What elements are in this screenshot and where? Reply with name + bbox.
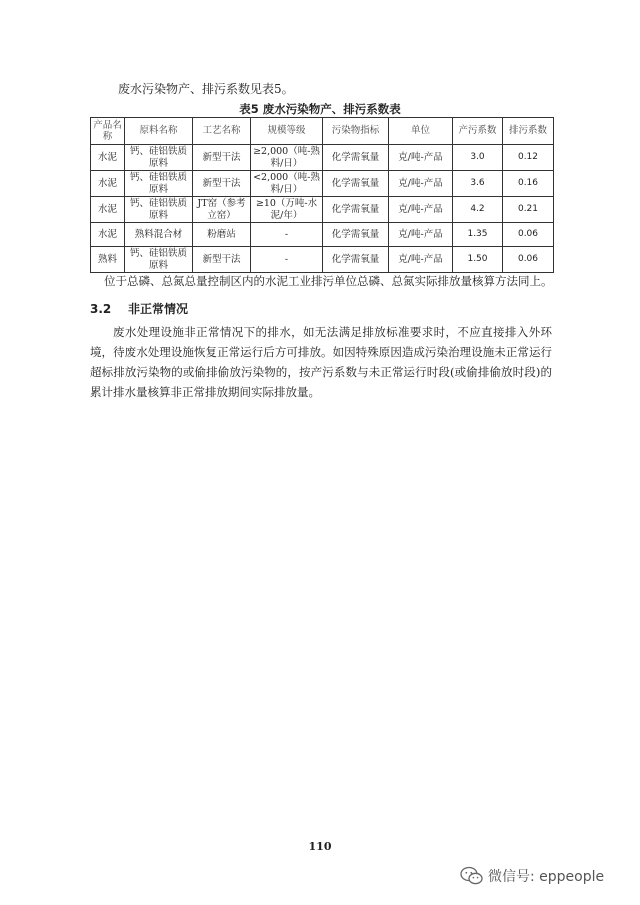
cell-material: 钙、硅铝铁质原料 <box>125 247 193 273</box>
header-product: 产品名称 <box>91 118 125 145</box>
cell-emission-coefficient: 0.21 <box>503 197 554 223</box>
emission-coefficient-table <box>90 117 554 273</box>
cell-generation-coefficient: 1.50 <box>453 247 503 273</box>
intro-text: 废水污染物产、排污系数见表5。 <box>118 82 294 96</box>
cell-product: 水泥 <box>91 223 125 247</box>
table-header-row <box>91 118 554 145</box>
header-process: 工艺名称 <box>193 118 251 145</box>
cell-product: 熟料 <box>91 247 125 273</box>
cell-unit: 克/吨-产品 <box>389 171 453 197</box>
header-scale: 规模等级 <box>251 118 323 145</box>
table-row <box>91 247 554 273</box>
cell-process: 新型干法 <box>193 171 251 197</box>
cell-pollutant: 化学需氧量 <box>323 145 389 171</box>
table-row <box>91 223 554 247</box>
cell-scale: - <box>251 223 323 247</box>
header-emission-coefficient: 排污系数 <box>503 118 554 145</box>
cell-product: 水泥 <box>91 145 125 171</box>
cell-emission-coefficient: 0.06 <box>503 223 554 247</box>
section-number: 3.2 <box>90 302 112 316</box>
cell-material: 钙、硅铝铁质原料 <box>125 171 193 197</box>
cell-process: 粉磨站 <box>193 223 251 247</box>
cell-unit: 克/吨-产品 <box>389 247 453 273</box>
cell-generation-coefficient: 1.35 <box>453 223 503 247</box>
cell-emission-coefficient: 0.16 <box>503 171 554 197</box>
table-row <box>91 145 554 171</box>
cell-unit: 克/吨-产品 <box>389 223 453 247</box>
cell-material: 熟料混合材 <box>125 223 193 247</box>
cell-product: 水泥 <box>91 171 125 197</box>
cell-process: JT窑（参考立窑） <box>193 197 251 223</box>
wechat-watermark <box>460 866 604 886</box>
cell-material: 钙、硅铝铁质原料 <box>125 197 193 223</box>
section-heading <box>90 300 188 317</box>
cell-pollutant: 化学需氧量 <box>323 171 389 197</box>
watermark-text: 微信号: eppeople <box>488 869 605 885</box>
header-material: 原料名称 <box>125 118 193 145</box>
table-title: 表5 废水污染物产、排污系数表 <box>239 102 401 116</box>
header-unit: 单位 <box>389 118 453 145</box>
cell-unit: 克/吨-产品 <box>389 197 453 223</box>
cell-emission-coefficient: 0.12 <box>503 145 554 171</box>
header-generation-coefficient: 产污系数 <box>453 118 503 145</box>
section-title: 非正常情况 <box>128 302 189 316</box>
cell-generation-coefficient: 3.0 <box>453 145 503 171</box>
page-number: 110 <box>308 840 332 853</box>
section-paragraph: 废水处理设施非正常情况下的排水，如无法满足排放标准要求时，不应直接排入外环境，待废水处理设施恢复正常运行后方可排放。如因特殊原因造成污染治理设施未正常运行超标排放污染物的或偷排偷放污染物的，按产污系数与未正常运行时段(或偷排偷放时段)的累计排水量核算非正常排放期间实际排放量。 <box>90 325 552 399</box>
cell-scale: - <box>251 247 323 273</box>
table-row <box>91 197 554 223</box>
cell-process: 新型干法 <box>193 247 251 273</box>
cell-product: 水泥 <box>91 197 125 223</box>
cell-scale: ≥10（万吨-水泥/年） <box>251 197 323 223</box>
cell-generation-coefficient: 3.6 <box>453 171 503 197</box>
cell-material: 钙、硅铝铁质原料 <box>125 145 193 171</box>
cell-pollutant: 化学需氧量 <box>323 197 389 223</box>
cell-unit: 克/吨-产品 <box>389 145 453 171</box>
cell-scale: ≥2,000（吨-熟料/日） <box>251 145 323 171</box>
table-row <box>91 171 554 197</box>
cell-pollutant: 化学需氧量 <box>323 223 389 247</box>
cell-pollutant: 化学需氧量 <box>323 247 389 273</box>
header-pollutant: 污染物指标 <box>323 118 389 145</box>
cell-generation-coefficient: 4.2 <box>453 197 503 223</box>
table-note: 位于总磷、总氮总量控制区内的水泥工业排污单位总磷、总氮实际排放量核算方法同上。 <box>104 274 553 288</box>
cell-process: 新型干法 <box>193 145 251 171</box>
cell-scale: <2,000（吨-熟料/日） <box>251 171 323 197</box>
wechat-icon <box>460 866 484 886</box>
cell-emission-coefficient: 0.06 <box>503 247 554 273</box>
